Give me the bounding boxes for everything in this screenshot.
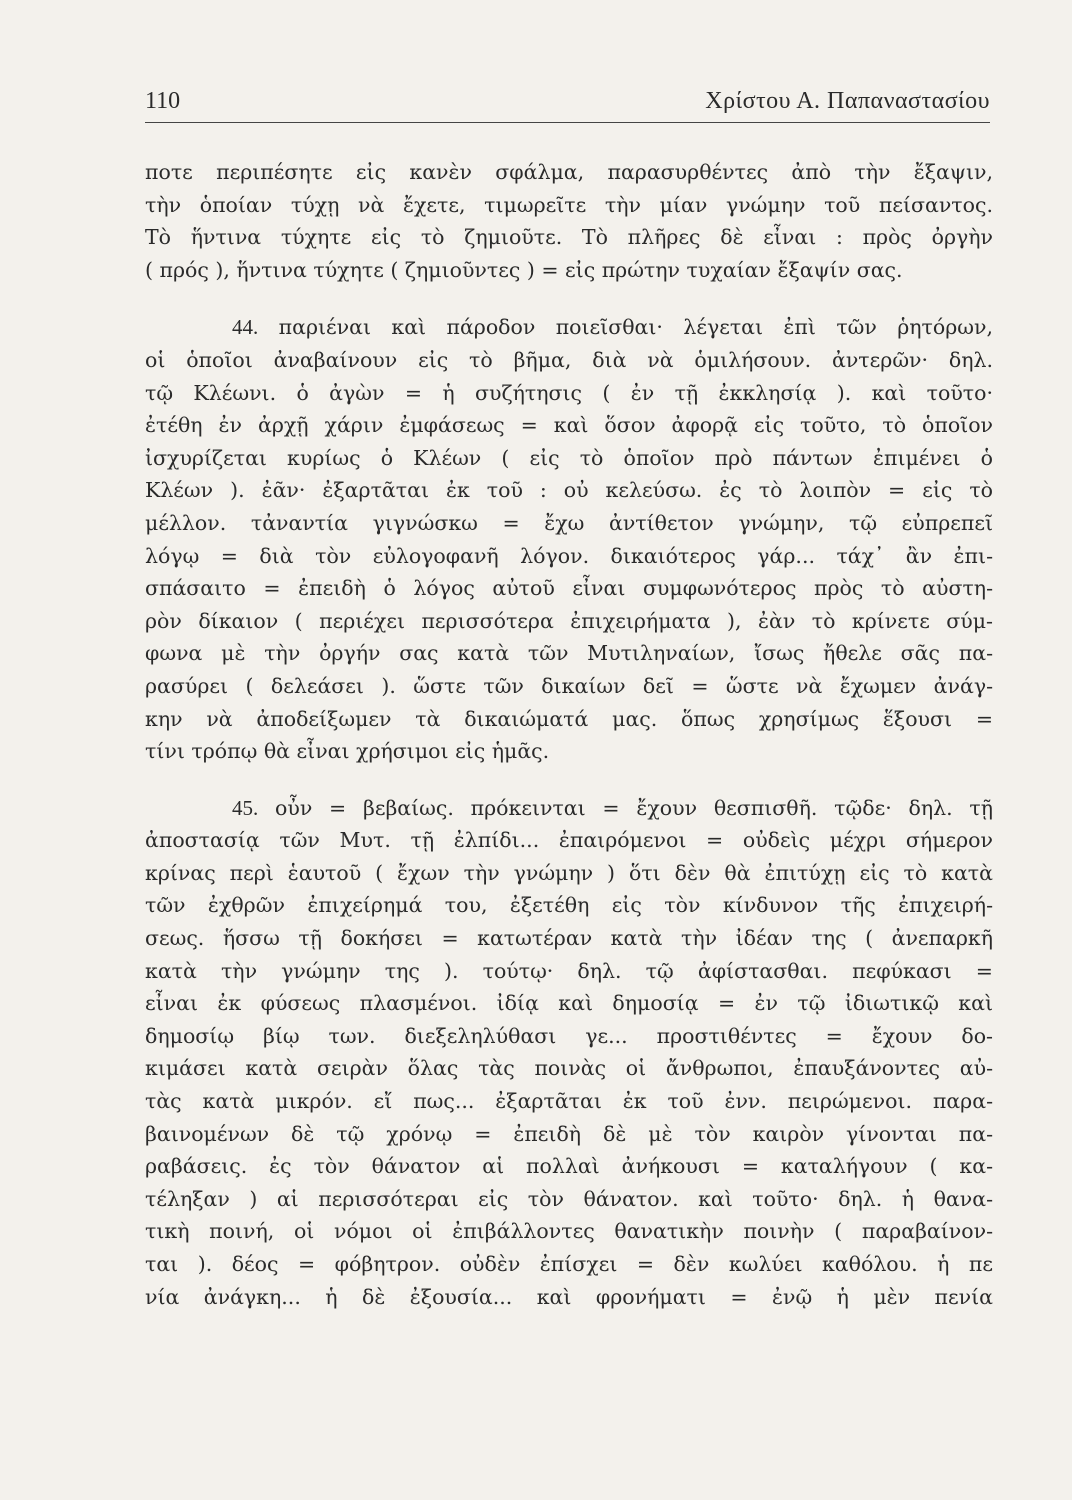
text-line: σεως. ἥσσω τῇ δοκήσει = κατωτέραν κατὰ τὴν ἰδέαν της ( ἀνεπαρκῆ [145, 926, 993, 951]
text-line: κρίνας περὶ ἑαυτοῦ ( ἔχων τὴν γνώμην ) ὅτι δὲν θὰ ἐπιτύχῃ εἰς τὸ κατὰ [145, 860, 993, 885]
text-line: κατὰ τὴν γνώμην της ). τούτῳ· δηλ. τῷ ἀφίστασθαι. πεφύκασι = [145, 958, 993, 983]
text-line: Κλέων ). ἐᾶν· ἐξαρτᾶται ἐκ τοῦ : οὐ κελεύσω. ἐς τὸ λοιπὸν = εἰς τὸ [145, 478, 993, 503]
body-text [145, 156, 993, 1313]
paragraph-44 [145, 311, 993, 767]
section-number: 44. [232, 315, 259, 340]
text-line: φωνα μὲ τὴν ὀργήν σας κατὰ τῶν Μυτιληναίων, ἴσως ἤθελε σᾶς πα- [145, 641, 993, 666]
text-line: σπάσαιτο = ἐπειδὴ ὁ λόγος αὐτοῦ εἶναι συμφωνότερος πρὸς τὸ αὐστη- [145, 576, 993, 601]
text-line: λόγῳ = διὰ τὸν εὐλογοφανῆ λόγον. δικαιότερος γάρ... τάχ᾽ ἂν ἐπι- [145, 543, 993, 568]
text-line: ( πρός ), ἥντινα τύχητε ( ζημιοῦντες ) = εἰς πρώτην τυχαίαν ἔξαψίν σας. [145, 257, 903, 282]
text-line: ται ). δέος = φόβητρον. οὐδὲν ἐπίσχει = δὲν κωλύει καθόλου. ἡ πε [145, 1252, 993, 1276]
text-line: τικὴ ποινή, οἱ νόμοι οἱ ἐπιβάλλοντες θανατικὴν ποινὴν ( παραβαίνον- [145, 1219, 993, 1244]
paragraph-continuation [145, 156, 993, 286]
text-line: ἀποστασίᾳ τῶν Μυτ. τῇ ἐλπίδι... ἐπαιρόμενοι = οὐδεὶς μέχρι σήμερον [145, 828, 993, 853]
text-line: ρασύρει ( δελεάσει ). ὥστε τῶν δικαίων δεῖ = ὥστε νὰ ἔχωμεν ἀνάγ- [145, 673, 993, 698]
text-line: Τὸ ἥντινα τύχητε εἰς τὸ ζημιοῦτε. Τὸ πλῆρες δὲ εἶναι : πρὸς ὀργὴν [145, 225, 993, 250]
text-line: τῷ Κλέωνι. ὁ ἀγὼν = ἡ συζήτησις ( ἐν τῇ ἐκκλησίᾳ ). καὶ τοῦτο· [145, 380, 993, 405]
text-line: τίνι τρόπῳ θὰ εἶναι χρήσιμοι εἰς ἡμᾶς. [145, 739, 550, 764]
text-line: κην νὰ ἀποδείξωμεν τὰ δικαιώματά μας. ὅπως χρησίμως ἕξουσι = [145, 706, 993, 731]
running-title: Χρίστου Α. Παπαναστασίου [705, 88, 990, 114]
text-line: ρὸν δίκαιον ( περιέχει περισσότερα ἐπιχειρήματα ), ἐὰν τὸ κρίνετε σύμ- [145, 608, 993, 633]
section-number: 45. [232, 795, 259, 820]
text-line: ἰσχυρίζεται κυρίως ὁ Κλέων ( εἰς τὸ ὁποῖον πρὸ πάντων ἐπιμένει ὁ [145, 445, 993, 470]
text-line: νία ἀνάγκη... ἡ δὲ ἐξουσία... καὶ φρονήματι = ἐνῷ ἡ μὲν πενία [145, 1284, 993, 1309]
text-line: τέληξαν ) αἱ περισσότεραι εἰς τὸν θάνατον. καὶ τοῦτο· δηλ. ἡ θανα- [145, 1186, 993, 1211]
page-header [145, 82, 990, 123]
text-line: τῶν ἐχθρῶν ἐπιχείρημά του, ἐξετέθη εἰς τὸν κίνδυνον τῆς ἐπιχειρή- [145, 893, 993, 918]
text-line: ποτε περιπέσητε εἰς κανὲν σφάλμα, παρασυρθέντες ἀπὸ τὴν ἔξαψιν, [145, 160, 993, 184]
text-line: τὴν ὁποίαν τύχῃ νὰ ἔχετε, τιμωρεῖτε τὴν μίαν γνώμην τοῦ πείσαντος. [145, 192, 993, 217]
text-line: τὰς κατὰ μικρόν. εἴ πως... ἐξαρτᾶται ἐκ τοῦ ἐνν. πειρώμενοι. παρα- [145, 1089, 993, 1114]
text-line: κιμάσει κατὰ σειρὰν ὅλας τὰς ποινὰς οἱ ἄνθρωποι, ἐπαυξάνοντες αὐ- [145, 1056, 993, 1081]
text-line: οἱ ὁποῖοι ἀναβαίνουν εἰς τὸ βῆμα, διὰ νὰ ὁμιλήσουν. ἀντερῶν· δηλ. [145, 347, 993, 372]
text-line [145, 311, 993, 344]
page-number: 110 [145, 88, 181, 114]
text-line [145, 792, 993, 825]
line-content: οὖν = βεβαίως. πρόκεινται = ἔχουν θεσπισθῆ. τῷδε· δηλ. τῇ [275, 795, 993, 820]
text-line: ραβάσεις. ἐς τὸν θάνατον αἱ πολλαὶ ἀνήκουσι = καταλήγουν ( κα- [145, 1154, 993, 1179]
paragraph-45 [145, 792, 993, 1314]
text-line: βαινομένων δὲ τῷ χρόνῳ = ἐπειδὴ δὲ μὲ τὸν καιρὸν γίνονται πα- [145, 1121, 993, 1146]
text-line: εἶναι ἐκ φύσεως πλασμένοι. ἰδίᾳ καὶ δημοσίᾳ = ἐν τῷ ἰδιωτικῷ καὶ [145, 991, 993, 1016]
text-line: ἐτέθη ἐν ἀρχῇ χάριν ἐμφάσεως = καὶ ὅσον ἀφορᾷ εἰς τοῦτο, τὸ ὁποῖον [145, 413, 993, 438]
text-line: μέλλον. τἀναντία γιγνώσκω = ἔχω ἀντίθετον γνώμην, τῷ εὐπρεπεῖ [145, 510, 993, 535]
text-line: δημοσίῳ βίῳ των. διεξεληλύθασι γε... προστιθέντες = ἔχουν δο- [145, 1023, 993, 1048]
line-content: παριέναι καὶ πάροδον ποιεῖσθαι· λέγεται ἐπὶ τῶν ῥητόρων, [278, 315, 993, 340]
